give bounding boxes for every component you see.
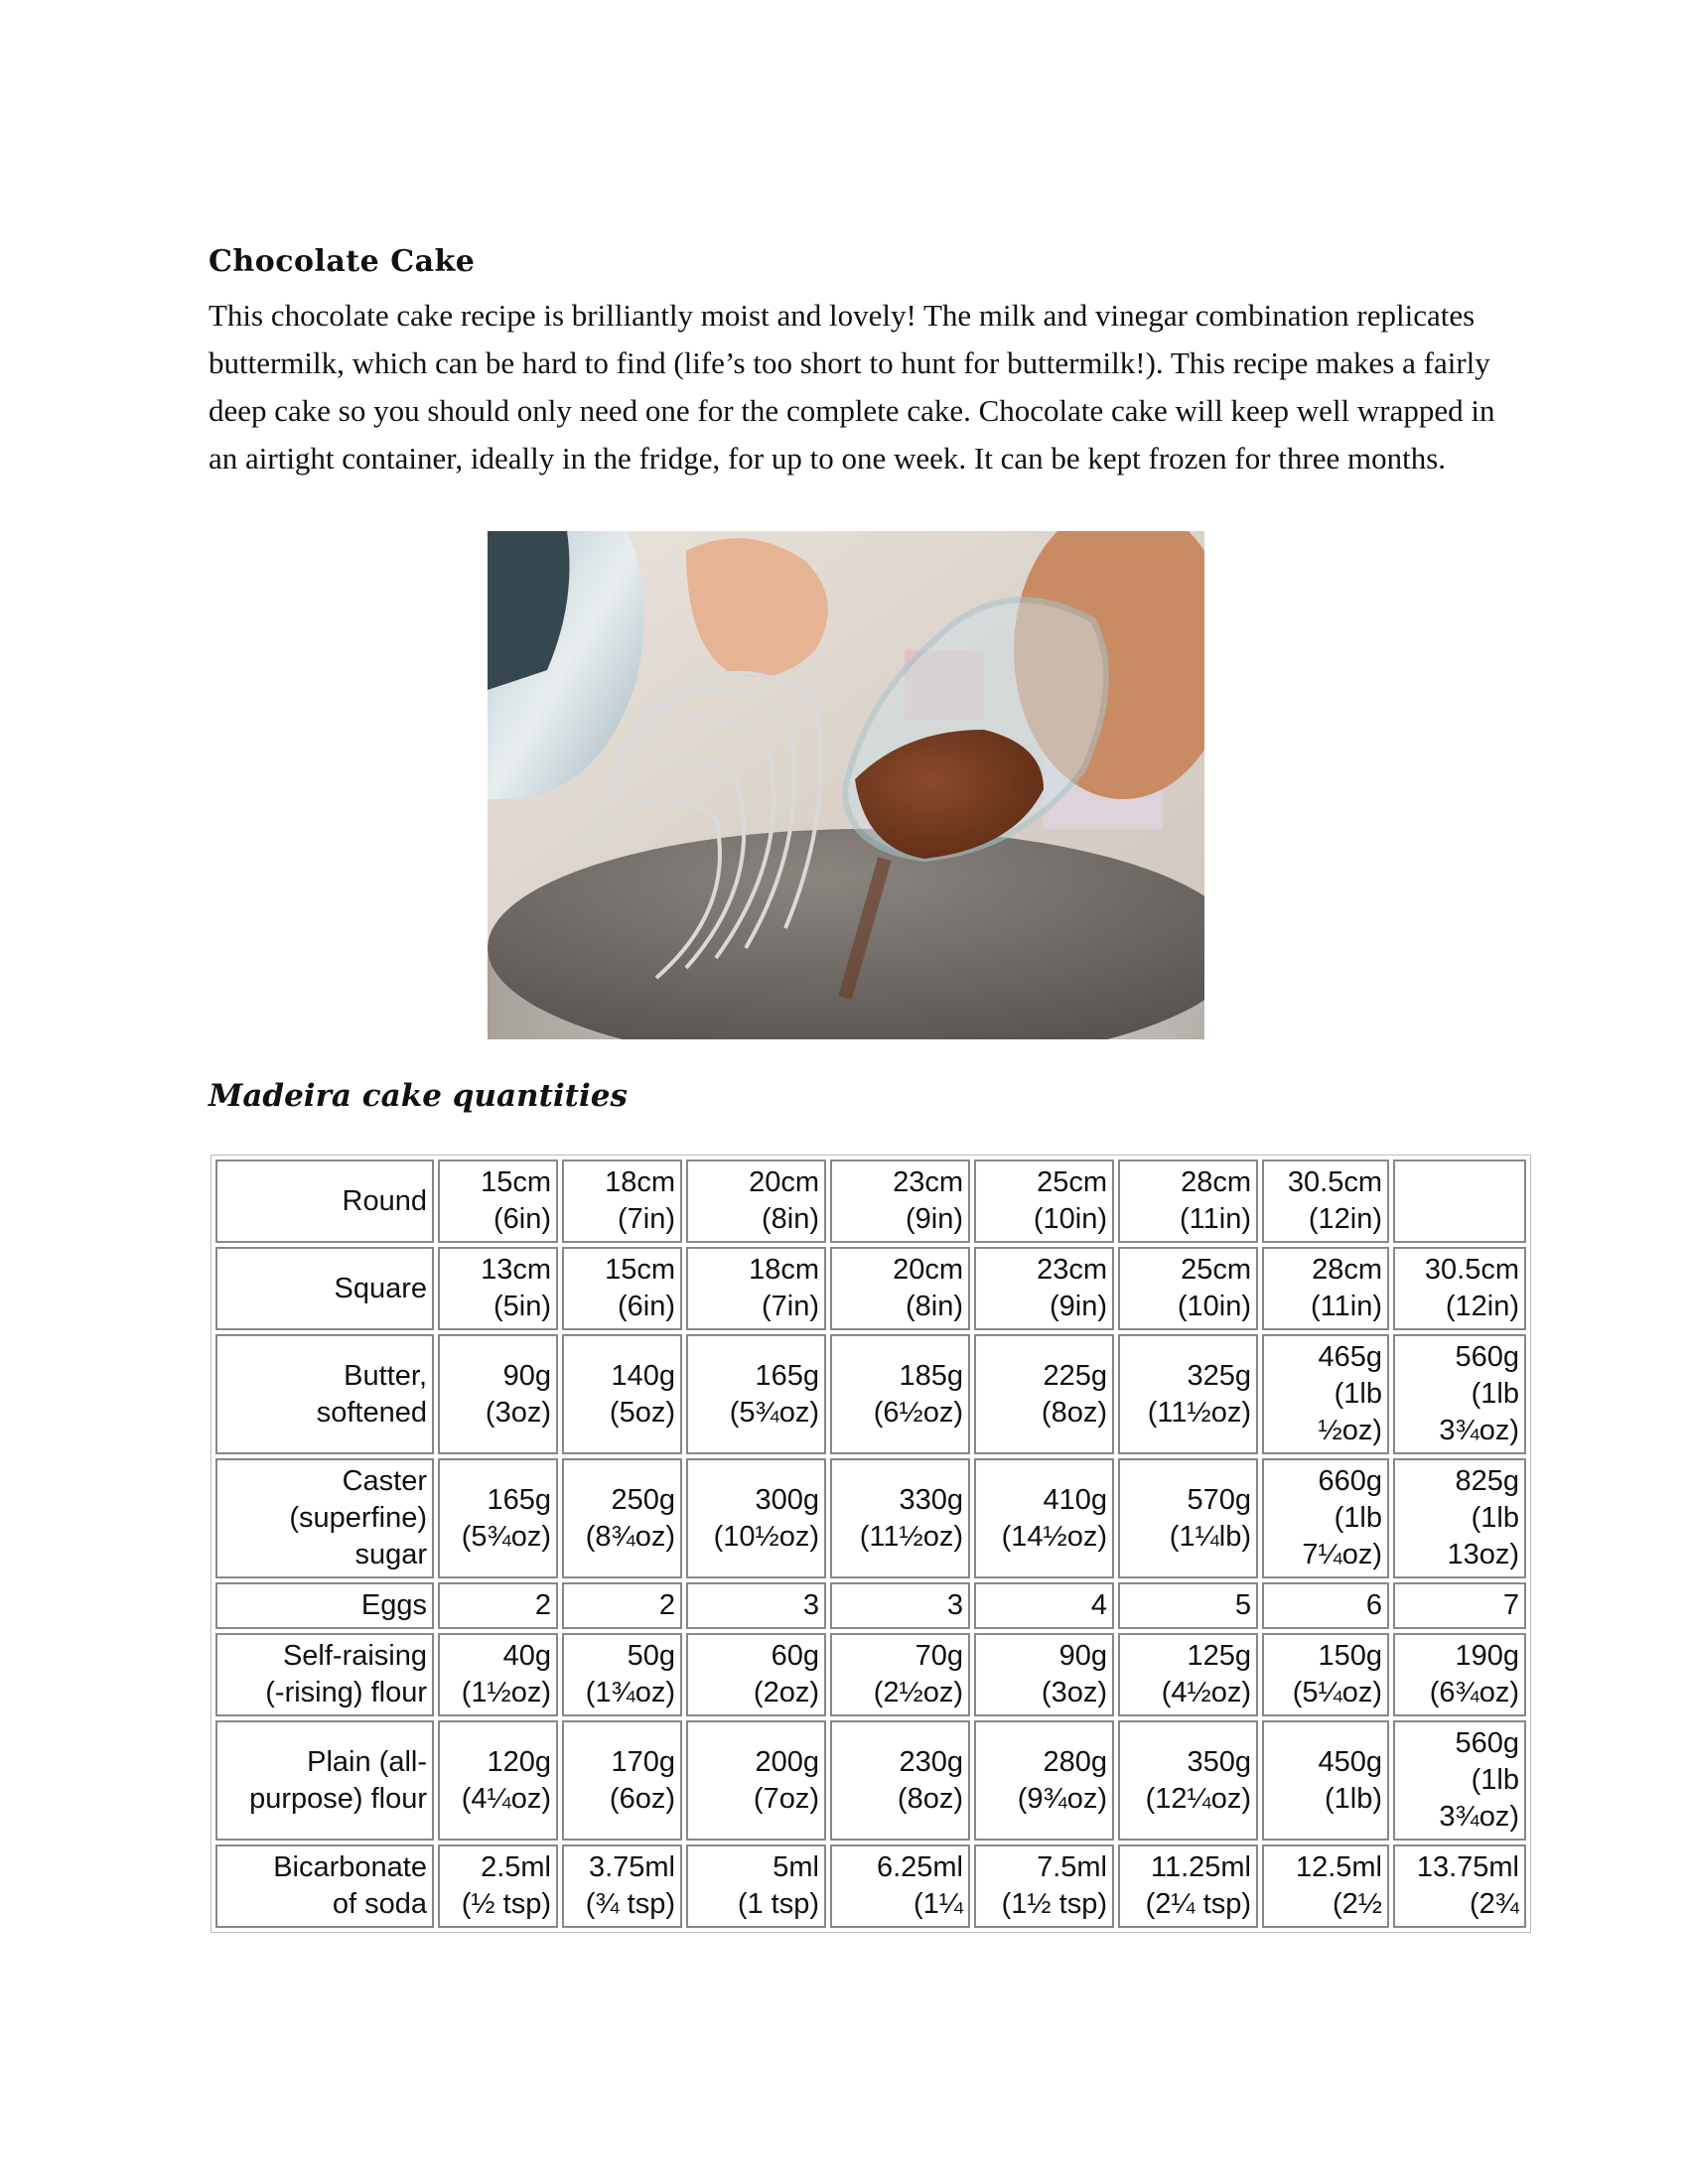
cell-line: (5¼oz)	[1292, 1677, 1382, 1708]
table-cell	[974, 1160, 1114, 1243]
cell-line: 25cm	[1181, 1254, 1251, 1286]
row-label	[215, 1247, 434, 1330]
cell-line: 140g	[611, 1359, 675, 1392]
cell-line: (6in)	[492, 1203, 551, 1235]
table-heading: Madeira cake quantities	[209, 1078, 628, 1114]
cell-line: (1lb	[1334, 1502, 1382, 1534]
cell-line: (4¼oz)	[461, 1782, 551, 1815]
cell-line: 30.5cm	[1424, 1254, 1519, 1286]
cell-line: (8in)	[905, 1291, 963, 1322]
table-cell	[438, 1633, 558, 1716]
row-label-line: Plain (all-	[307, 1745, 427, 1778]
cell-line: 350g	[1187, 1745, 1251, 1778]
cell-line: 2	[534, 1589, 551, 1621]
table-cell	[438, 1334, 558, 1454]
table-row	[215, 1247, 1526, 1330]
page-bottom-margin	[0, 1980, 1688, 2184]
table-row	[215, 1633, 1526, 1716]
table-cell	[1118, 1160, 1258, 1243]
table-cell	[686, 1247, 826, 1330]
page-title: Chocolate Cake	[209, 244, 476, 279]
cell-line: 2.5ml	[481, 1851, 551, 1883]
cell-line: 3¾oz)	[1439, 1415, 1519, 1446]
cell-line: (¾ tsp)	[585, 1888, 675, 1920]
table-cell	[1393, 1334, 1526, 1454]
cell-line: 165g	[755, 1359, 819, 1392]
table-cell	[1262, 1633, 1389, 1716]
table-cell	[562, 1247, 682, 1330]
cell-line: 40g	[502, 1640, 551, 1672]
cell-line: (6¾oz)	[1429, 1677, 1519, 1708]
table-cell	[1262, 1458, 1389, 1578]
cell-line: (1¼lb)	[1169, 1520, 1251, 1553]
cell-line: 165g	[487, 1483, 551, 1516]
cell-line: (5in)	[492, 1291, 551, 1322]
cell-line: (7oz)	[753, 1782, 819, 1815]
cell-line: (10in)	[1033, 1203, 1107, 1235]
cell-line: 3¾oz)	[1439, 1801, 1519, 1833]
cell-line: 50g	[627, 1640, 675, 1672]
cell-line: (½ tsp)	[461, 1888, 551, 1920]
cell-line: (8in)	[761, 1203, 819, 1235]
table-cell	[562, 1160, 682, 1243]
table-cell	[1262, 1844, 1389, 1928]
table-cell	[562, 1334, 682, 1454]
row-label	[215, 1633, 434, 1716]
cell-line: 12.5ml	[1295, 1851, 1382, 1883]
table-cell	[686, 1334, 826, 1454]
cell-line: 200g	[755, 1745, 819, 1778]
cell-line: ½oz)	[1318, 1415, 1382, 1446]
cell-line: (1 tsp)	[737, 1888, 819, 1920]
row-label-line: Round	[342, 1184, 427, 1217]
cell-line: (7in)	[761, 1291, 819, 1322]
table-cell	[830, 1458, 970, 1578]
cell-line: 560g	[1455, 1341, 1519, 1373]
cell-line: 3	[946, 1589, 963, 1621]
cell-line: 15cm	[481, 1166, 551, 1198]
table-cell	[830, 1720, 970, 1841]
table-row	[215, 1160, 1526, 1243]
cell-line: (3oz)	[1041, 1677, 1107, 1708]
cell-line: 23cm	[1037, 1254, 1107, 1286]
cell-line: 825g	[1455, 1465, 1519, 1497]
cell-line: 28cm	[1181, 1166, 1251, 1198]
cell-line: 250g	[611, 1483, 675, 1516]
cell-line: (1lb)	[1324, 1782, 1382, 1815]
cell-line: 330g	[899, 1483, 963, 1516]
cell-line: 660g	[1318, 1465, 1382, 1497]
table-cell	[1393, 1458, 1526, 1578]
row-label-line: Caster	[342, 1465, 427, 1497]
cell-line: 6.25ml	[876, 1851, 963, 1883]
cell-line: 13.75ml	[1416, 1851, 1519, 1883]
cell-line: 18cm	[605, 1166, 675, 1198]
cell-line: 410g	[1043, 1483, 1107, 1516]
cell-line: (9in)	[905, 1203, 963, 1235]
table-cell	[438, 1247, 558, 1330]
cell-line: 7.5ml	[1037, 1851, 1107, 1883]
cell-line: 6	[1365, 1589, 1382, 1621]
cell-line: 2	[658, 1589, 675, 1621]
row-label-line: sugar	[354, 1539, 427, 1570]
cell-line: 90g	[502, 1359, 551, 1392]
cell-line: (5¾oz)	[461, 1520, 551, 1553]
cell-line: 20cm	[893, 1254, 963, 1286]
table-cell	[686, 1844, 826, 1928]
row-label-line: of soda	[332, 1888, 427, 1920]
table-cell	[1393, 1633, 1526, 1716]
intro-paragraph: This chocolate cake recipe is brilliantly moist and lovely! The milk and vinegar combination replicates buttermilk, which can be hard to find (life’s too short to hunt for buttermilk!). This recipe makes a fairly deep cake so you should only need one for the complete cake. Chocolate cake will keep well wrapped in an airtight container, ideally in the fridge, for up to one week. It can be kept frozen for three months.	[209, 298, 1495, 476]
cell-line: 90g	[1058, 1640, 1107, 1672]
table-cell	[1393, 1247, 1526, 1330]
row-label-line: Butter,	[344, 1359, 427, 1392]
cell-line: 70g	[914, 1640, 963, 1672]
cell-line: (2½oz)	[873, 1677, 963, 1708]
row-label	[215, 1720, 434, 1841]
cell-line: 225g	[1043, 1359, 1107, 1392]
cell-line: (1lb	[1334, 1378, 1382, 1410]
cell-line: 230g	[899, 1745, 963, 1778]
cell-line: 3.75ml	[588, 1851, 675, 1883]
row-label-line: (-rising) flour	[265, 1677, 427, 1708]
row-label-line: softened	[316, 1396, 427, 1429]
cell-line: 13cm	[481, 1254, 551, 1286]
row-label-line: Eggs	[360, 1589, 427, 1621]
cell-line: (1¾oz)	[585, 1677, 675, 1708]
cell-line: (2½	[1333, 1888, 1382, 1920]
table-cell	[562, 1458, 682, 1578]
table-row	[215, 1582, 1526, 1629]
cell-line: 120g	[487, 1745, 551, 1778]
cell-line: 5ml	[773, 1851, 819, 1883]
table-cell	[1262, 1334, 1389, 1454]
row-label-line: purpose) flour	[249, 1782, 427, 1815]
table-cell	[686, 1582, 826, 1629]
cell-line: (1lb	[1471, 1502, 1519, 1534]
table-cell	[1118, 1458, 1258, 1578]
cell-line: (12¼oz)	[1145, 1782, 1251, 1815]
table-cell	[1262, 1720, 1389, 1841]
cell-line: 150g	[1318, 1640, 1382, 1672]
row-label	[215, 1844, 434, 1928]
cell-line: (2¾	[1470, 1888, 1519, 1920]
row-label-line: Bicarbonate	[273, 1851, 427, 1883]
table-cell	[1393, 1160, 1526, 1243]
table-cell	[562, 1844, 682, 1928]
cell-line: (11½oz)	[1147, 1396, 1251, 1429]
table-cell	[1118, 1633, 1258, 1716]
cell-line: (4½oz)	[1161, 1677, 1251, 1708]
cell-line: 325g	[1187, 1359, 1251, 1392]
cell-line: (11½oz)	[859, 1520, 963, 1553]
cell-line: 23cm	[893, 1166, 963, 1198]
table-cell	[1262, 1582, 1389, 1629]
cell-line: (12in)	[1308, 1203, 1382, 1235]
table-cell	[1118, 1334, 1258, 1454]
table-cell	[1393, 1844, 1526, 1928]
table-row	[215, 1844, 1526, 1928]
table-cell	[686, 1458, 826, 1578]
table-row	[215, 1458, 1526, 1578]
table-cell	[686, 1720, 826, 1841]
row-label	[215, 1334, 434, 1454]
cell-line: (8¾oz)	[585, 1520, 675, 1553]
table-cell	[562, 1720, 682, 1841]
cell-line: (10in)	[1177, 1291, 1251, 1322]
cell-line: (8oz)	[897, 1782, 963, 1815]
table-row	[215, 1334, 1526, 1454]
cell-line: (9in)	[1049, 1291, 1107, 1322]
table-cell	[562, 1633, 682, 1716]
cell-line: (14½oz)	[1001, 1520, 1107, 1553]
table-cell	[830, 1160, 970, 1243]
cell-line: 185g	[899, 1359, 963, 1392]
table-cell	[974, 1582, 1114, 1629]
cell-line: 7	[1502, 1589, 1519, 1621]
row-label	[215, 1458, 434, 1578]
cell-line: (1½ tsp)	[1001, 1888, 1107, 1920]
cell-line: 60g	[771, 1640, 819, 1672]
cell-line: (7in)	[617, 1203, 675, 1235]
table-cell	[1118, 1844, 1258, 1928]
table-cell	[438, 1844, 558, 1928]
recipe-photo	[488, 531, 1204, 1039]
cell-line: (2oz)	[753, 1677, 819, 1708]
table-cell	[438, 1720, 558, 1841]
cell-line: 25cm	[1037, 1166, 1107, 1198]
cell-line: (5¾oz)	[729, 1396, 819, 1429]
table-cell	[830, 1844, 970, 1928]
table-cell	[1262, 1247, 1389, 1330]
row-label	[215, 1582, 434, 1629]
table-cell	[1118, 1720, 1258, 1841]
cell-line: 560g	[1455, 1727, 1519, 1759]
cell-line: 3	[802, 1589, 819, 1621]
cell-line	[1400, 1183, 1519, 1220]
cell-line: 465g	[1318, 1341, 1382, 1373]
table-cell	[1118, 1582, 1258, 1629]
table-cell	[686, 1633, 826, 1716]
cell-line: 13oz)	[1447, 1539, 1519, 1570]
table-row	[215, 1720, 1526, 1841]
table-cell	[830, 1247, 970, 1330]
table-cell	[686, 1160, 826, 1243]
row-label-line: (superfine)	[289, 1502, 427, 1534]
table-cell	[438, 1160, 558, 1243]
table-cell	[974, 1720, 1114, 1841]
madeira-quantities-table	[211, 1155, 1531, 1933]
row-label-line: Square	[334, 1272, 427, 1304]
cell-line: (8oz)	[1041, 1396, 1107, 1429]
cell-line: 125g	[1187, 1640, 1251, 1672]
cell-line: 11.25ml	[1150, 1851, 1251, 1883]
table-cell	[438, 1582, 558, 1629]
table-cell	[974, 1844, 1114, 1928]
table-cell	[1393, 1582, 1526, 1629]
cell-line: 190g	[1455, 1640, 1519, 1672]
cell-line: (2¼ tsp)	[1145, 1888, 1251, 1920]
table-cell	[830, 1633, 970, 1716]
cell-line: (12in)	[1445, 1291, 1519, 1322]
cell-line: (6oz)	[609, 1782, 675, 1815]
cell-line: 280g	[1043, 1745, 1107, 1778]
cell-line: (10½oz)	[713, 1520, 819, 1553]
cell-line: (1½oz)	[461, 1677, 551, 1708]
cell-line: (11in)	[1180, 1203, 1251, 1235]
table-cell	[1393, 1720, 1526, 1841]
cell-line: 300g	[755, 1483, 819, 1516]
cell-line: 18cm	[749, 1254, 819, 1286]
table-cell	[562, 1582, 682, 1629]
cell-line: (1lb	[1471, 1378, 1519, 1410]
cell-line: (11in)	[1311, 1291, 1382, 1322]
cell-line: 28cm	[1312, 1254, 1382, 1286]
table-cell	[830, 1334, 970, 1454]
row-label-line: Self-raising	[282, 1640, 427, 1672]
table-cell	[438, 1458, 558, 1578]
cell-line: 20cm	[749, 1166, 819, 1198]
table-cell	[974, 1247, 1114, 1330]
cell-line: 30.5cm	[1287, 1166, 1382, 1198]
table-cell	[830, 1582, 970, 1629]
cell-line: 7¼oz)	[1302, 1539, 1382, 1570]
cell-line: 4	[1090, 1589, 1107, 1621]
cell-line: 570g	[1187, 1483, 1251, 1516]
cell-line: (3oz)	[485, 1396, 551, 1429]
table-cell	[1262, 1160, 1389, 1243]
row-label	[215, 1160, 434, 1243]
table-cell	[974, 1458, 1114, 1578]
cell-line: (6in)	[617, 1291, 675, 1322]
cell-line: 170g	[611, 1745, 675, 1778]
cell-line: (1¼	[914, 1888, 963, 1920]
cell-line: (9¾oz)	[1017, 1782, 1107, 1815]
cell-line: 5	[1234, 1589, 1251, 1621]
table-cell	[1118, 1247, 1258, 1330]
cell-line: (6½oz)	[873, 1396, 963, 1429]
cell-line: (1lb	[1471, 1764, 1519, 1796]
cell-line: (5oz)	[609, 1396, 675, 1429]
table-cell	[974, 1334, 1114, 1454]
cell-line: 450g	[1318, 1745, 1382, 1778]
table-cell	[974, 1633, 1114, 1716]
cell-line: 15cm	[605, 1254, 675, 1286]
